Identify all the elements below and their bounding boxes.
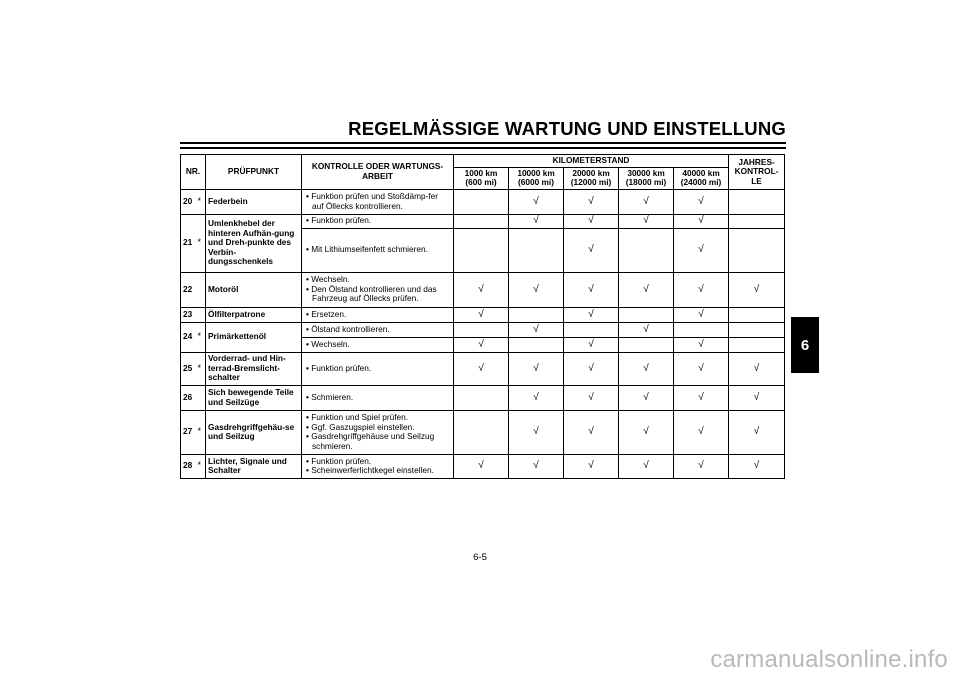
check-mark: √: [564, 454, 619, 478]
check-mark: √: [509, 385, 564, 410]
table-row: [181, 322, 785, 337]
row-action: [302, 352, 454, 385]
header-interval: [454, 167, 509, 189]
row-action: [302, 214, 454, 228]
row-number: 23: [181, 307, 198, 322]
action-bullet: • Den Ölstand kontrollieren und das Fahrzeug auf Öllecks prüfen.: [306, 285, 451, 304]
title-rule-thin: [180, 147, 786, 149]
action-bullet: • Wechseln.: [306, 275, 451, 285]
check-mark: √: [454, 337, 509, 352]
empty-cell: [729, 307, 785, 322]
row-star: *: [198, 352, 206, 385]
row-action: [302, 228, 454, 272]
row-action: [302, 307, 454, 322]
table-row: [181, 385, 785, 410]
check-mark: √: [564, 410, 619, 454]
table-row: [181, 307, 785, 322]
row-action: [302, 385, 454, 410]
header-interval: [564, 167, 619, 189]
check-mark: √: [564, 352, 619, 385]
row-number: 27: [181, 410, 198, 454]
empty-cell: [454, 385, 509, 410]
row-action: [302, 337, 454, 352]
row-number: 20: [181, 189, 198, 214]
check-mark: √: [619, 454, 674, 478]
empty-cell: [454, 214, 509, 228]
check-mark: √: [729, 454, 785, 478]
row-star: [198, 272, 206, 307]
row-star: *: [198, 189, 206, 214]
check-mark: √: [674, 272, 729, 307]
empty-cell: [674, 322, 729, 337]
row-item: Federbein: [206, 189, 302, 214]
check-mark: √: [674, 214, 729, 228]
check-mark: √: [729, 410, 785, 454]
row-star: *: [198, 214, 206, 272]
title-rule-thick: [180, 142, 786, 144]
action-bullet: • Schmieren.: [306, 393, 451, 403]
check-mark: √: [454, 352, 509, 385]
check-mark: √: [509, 214, 564, 228]
check-mark: √: [454, 454, 509, 478]
row-item: Sich bewegende Teile und Seilzüge: [206, 385, 302, 410]
empty-cell: [509, 307, 564, 322]
check-mark: √: [619, 410, 674, 454]
action-bullet: • Funktion und Spiel prüfen.: [306, 413, 451, 423]
action-bullet: • Scheinwerferlichtkegel einstellen.: [306, 466, 451, 476]
action-bullet: • Funktion prüfen und Stoßdämp-fer auf Öllecks kontrollieren.: [306, 192, 451, 211]
header-item: PRÜFPUNKT: [206, 155, 302, 190]
row-number: 24: [181, 322, 198, 352]
row-number: 25: [181, 352, 198, 385]
row-star: [198, 385, 206, 410]
empty-cell: [729, 228, 785, 272]
row-item: Gasdrehgriffgehäu-se und Seilzug: [206, 410, 302, 454]
watermark: carmanualsonline.info: [710, 646, 948, 673]
row-action: [302, 454, 454, 478]
action-bullet: • Funktion prüfen.: [306, 216, 451, 226]
check-mark: √: [509, 352, 564, 385]
interval-mi: (24000 mi): [680, 177, 722, 187]
interval-mi: (18000 mi): [625, 177, 667, 187]
check-mark: √: [564, 337, 619, 352]
row-item: Umlenkhebel der hinteren Aufhän-gung und Dreh-punkte des Verbin-dungsschenkels: [206, 214, 302, 272]
check-mark: √: [564, 214, 619, 228]
check-mark: √: [729, 385, 785, 410]
row-item: Motoröl: [206, 272, 302, 307]
check-mark: √: [564, 228, 619, 272]
row-number: 26: [181, 385, 198, 410]
row-number: 22: [181, 272, 198, 307]
check-mark: √: [454, 272, 509, 307]
empty-cell: [454, 228, 509, 272]
interval-km: 40000 km: [682, 167, 720, 178]
interval-km: 1000 km: [464, 167, 498, 178]
header-interval: [619, 167, 674, 189]
empty-cell: [729, 189, 785, 214]
header-interval: [674, 167, 729, 189]
table-body: [181, 189, 785, 478]
check-mark: √: [564, 385, 619, 410]
header-action: KONTROLLE ODER WARTUNGS-ARBEIT: [302, 155, 454, 190]
check-mark: √: [509, 322, 564, 337]
interval-km: 20000 km: [572, 167, 610, 178]
empty-cell: [454, 410, 509, 454]
empty-cell: [454, 189, 509, 214]
interval-mi: (6000 mi): [518, 177, 554, 187]
header-annual: JAHRES-KONTROL-LE: [729, 155, 785, 190]
row-star: *: [198, 454, 206, 478]
row-star: *: [198, 322, 206, 352]
header-nr: NR.: [181, 155, 206, 190]
empty-cell: [509, 337, 564, 352]
check-mark: √: [674, 454, 729, 478]
table-row: [181, 189, 785, 214]
row-number: 21: [181, 214, 198, 272]
row-item: Vorderrad- und Hin-terrad-Bremslicht-schalter: [206, 352, 302, 385]
check-mark: √: [619, 385, 674, 410]
row-action: [302, 189, 454, 214]
action-bullet: • Mit Lithiumseifenfett schmieren.: [306, 245, 451, 255]
check-mark: √: [564, 272, 619, 307]
interval-mi: (600 mi): [465, 177, 497, 187]
check-mark: √: [674, 385, 729, 410]
row-item: Lichter, Signale und Schalter: [206, 454, 302, 478]
interval-km: 10000 km: [517, 167, 555, 178]
check-mark: √: [509, 410, 564, 454]
check-mark: √: [674, 337, 729, 352]
check-mark: √: [619, 214, 674, 228]
table-row: [181, 352, 785, 385]
empty-cell: [619, 307, 674, 322]
interval-mi: (12000 mi): [570, 177, 612, 187]
table-row: [181, 454, 785, 478]
header-km-group: KILOMETERSTAND: [454, 155, 729, 168]
check-mark: √: [674, 352, 729, 385]
row-item: Ölfilterpatrone: [206, 307, 302, 322]
check-mark: √: [619, 352, 674, 385]
check-mark: √: [729, 352, 785, 385]
action-bullet: • Funktion prüfen.: [306, 364, 451, 374]
action-bullet: • Ölstand kontrollieren.: [306, 325, 451, 335]
empty-cell: [509, 228, 564, 272]
action-bullet: • Gasdrehgriffgehäuse und Seilzug schmieren.: [306, 432, 451, 451]
check-mark: √: [564, 189, 619, 214]
row-item: Primärkettenöl: [206, 322, 302, 352]
table-row: [181, 272, 785, 307]
table-row: [181, 410, 785, 454]
empty-cell: [454, 322, 509, 337]
interval-km: 30000 km: [627, 167, 665, 178]
row-action: [302, 322, 454, 337]
check-mark: √: [674, 189, 729, 214]
check-mark: √: [674, 228, 729, 272]
table-row: [181, 214, 785, 228]
maintenance-table: [180, 154, 785, 479]
check-mark: √: [619, 322, 674, 337]
check-mark: √: [509, 272, 564, 307]
check-mark: √: [729, 272, 785, 307]
check-mark: √: [564, 307, 619, 322]
page-number: 6-5: [473, 552, 487, 563]
action-bullet: • Wechseln.: [306, 340, 451, 350]
row-action: [302, 272, 454, 307]
check-mark: √: [509, 454, 564, 478]
empty-cell: [729, 337, 785, 352]
check-mark: √: [454, 307, 509, 322]
check-mark: √: [674, 307, 729, 322]
action-bullet: • Funktion prüfen.: [306, 457, 451, 467]
row-action: [302, 410, 454, 454]
check-mark: √: [509, 189, 564, 214]
action-bullet: • Ggf. Gaszugspiel einstellen.: [306, 423, 451, 433]
empty-cell: [729, 214, 785, 228]
empty-cell: [729, 322, 785, 337]
header-interval: [509, 167, 564, 189]
row-star: *: [198, 410, 206, 454]
empty-cell: [619, 228, 674, 272]
chapter-tab: 6: [791, 317, 819, 373]
page-title: REGELMÄSSIGE WARTUNG UND EINSTELLUNG: [348, 118, 786, 139]
check-mark: √: [674, 410, 729, 454]
row-number: 28: [181, 454, 198, 478]
row-star: [198, 307, 206, 322]
empty-cell: [619, 337, 674, 352]
empty-cell: [564, 322, 619, 337]
action-bullet: • Ersetzen.: [306, 310, 451, 320]
check-mark: √: [619, 272, 674, 307]
check-mark: √: [619, 189, 674, 214]
